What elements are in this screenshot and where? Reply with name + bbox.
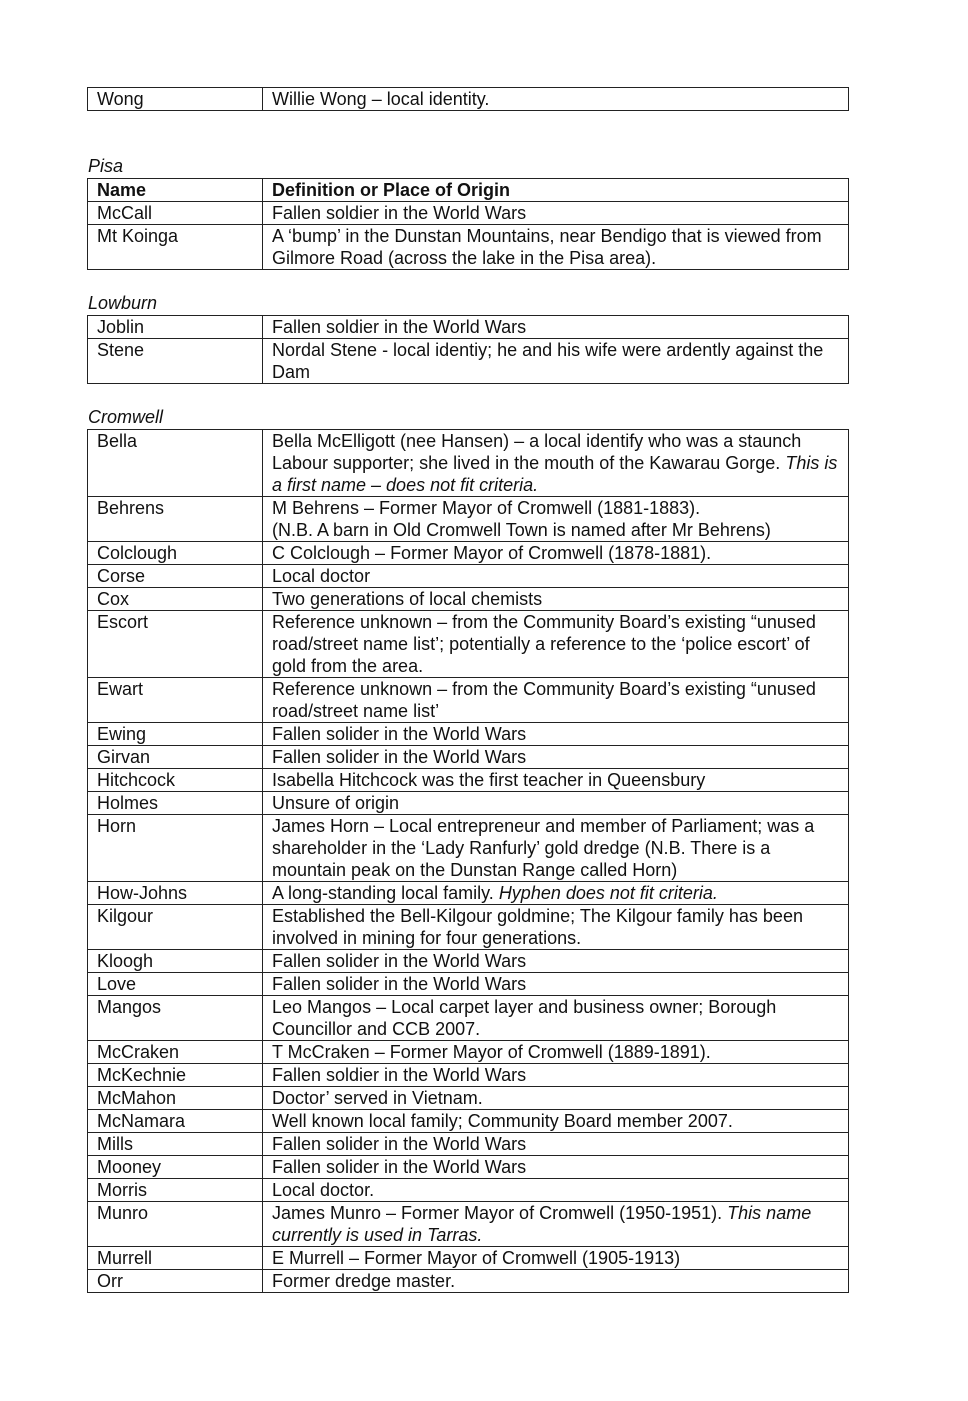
definition-cell [263,678,849,723]
street-name-cell: Corse [88,565,263,588]
definition-cell [263,1110,849,1133]
table-row [88,792,849,815]
table-row [88,1087,849,1110]
cromwell-section-title: Cromwell [88,407,164,427]
definition-cell [263,1202,849,1247]
street-name-cell: Kilgour [88,905,263,950]
definition-text: T McCraken – Former Mayor of Cromwell (1889-1891). [272,1042,711,1062]
street-name-cell: Joblin [88,316,263,339]
definition-cell [263,1156,849,1179]
table-row [88,497,849,542]
table-row [88,996,849,1041]
table-row [88,905,849,950]
definition-text: Fallen solider in the World Wars [272,951,527,971]
street-name-cell: Cox [88,588,263,611]
definition-text: E Murrell – Former Mayor of Cromwell (1905-1913) [272,1248,681,1268]
table-row [88,1179,849,1202]
pisa-table-body [88,202,849,270]
street-name-cell: Girvan [88,746,263,769]
definition-text: Nordal Stene - local identiy; he and his wife were ardently against the Dam [272,340,824,382]
table-row [88,882,849,905]
lowburn-table-body [88,316,849,384]
table-row [88,1133,849,1156]
street-name-cell: Hitchcock [88,769,263,792]
definition-cell [263,1133,849,1156]
table-row [88,1064,849,1087]
table-row [88,88,849,111]
table-row [88,202,849,225]
definition-cell [263,316,849,339]
definition-text: C Colclough – Former Mayor of Cromwell (1878-1881). [272,543,712,563]
lowburn-table [87,315,849,384]
definition-cell [263,746,849,769]
definition-text: Two generations of local chemists [272,589,543,609]
street-name-cell: Ewing [88,723,263,746]
definition-cell [263,588,849,611]
definition-cell [263,542,849,565]
definition-text: Unsure of origin [272,793,400,813]
definition-text: Fallen soldier in the World Wars [272,317,527,337]
street-name-cell: Holmes [88,792,263,815]
table-row [88,723,849,746]
table-header-row [88,179,849,202]
table-row [88,588,849,611]
street-name-cell: Mangos [88,996,263,1041]
definition-cell [263,611,849,678]
definition-text: Willie Wong – local identity. [272,89,490,109]
criteria-note: This is a first name – does not fit criteria. [272,453,838,495]
street-name-cell: Morris [88,1179,263,1202]
cromwell-table-body [88,430,849,1293]
definition-text: A ‘bump’ in the Dunstan Mountains, near Bendigo that is viewed from Gilmore Road (across the lake in the Pisa area). [272,226,822,268]
definition-text: M Behrens – Former Mayor of Cromwell (1881-1883). [272,498,701,518]
wong-table-body [88,88,849,111]
definition-cell [263,973,849,996]
street-name-cell: McMahon [88,1087,263,1110]
definition-text: Local doctor [272,566,371,586]
table-row [88,746,849,769]
definition-cell [263,88,849,111]
criteria-note: This name currently is used in Tarras. [272,1203,812,1245]
table-row [88,565,849,588]
table-row [88,611,849,678]
street-name-cell: Bella [88,430,263,497]
definition-cell [263,1270,849,1293]
table-row [88,1202,849,1247]
table-row [88,1041,849,1064]
definition-cell [263,1041,849,1064]
definition-cell [263,882,849,905]
street-name-cell: Love [88,973,263,996]
table-row [88,1110,849,1133]
street-name-cell: Behrens [88,497,263,542]
cromwell-table [87,429,849,1293]
table-row [88,339,849,384]
definition-text: Established the Bell-Kilgour goldmine; The Kilgour family has been involved in mining for four generations. [272,906,803,948]
street-name-cell: Ewart [88,678,263,723]
definition-column-header: Definition or Place of Origin [263,179,849,202]
table-row [88,542,849,565]
definition-cell [263,565,849,588]
table-row [88,316,849,339]
definition-cell [263,339,849,384]
street-name-cell: Murrell [88,1247,263,1270]
definition-text: Fallen solider in the World Wars [272,747,527,767]
definition-text: Leo Mangos – Local carpet layer and business owner; Borough Councillor and CCB 2007. [272,997,777,1039]
table-row [88,430,849,497]
street-name-cell: Colclough [88,542,263,565]
definition-text: Reference unknown – from the Community Board’s existing “unused road/street name list’; potentially a reference to the ‘police escort’ of gold from the area. [272,612,816,676]
definition-text: Well known local family; Community Board member 2007. [272,1111,733,1131]
table-row [88,1156,849,1179]
pisa-section-title: Pisa [88,156,124,176]
street-name-cell: How-Johns [88,882,263,905]
definition-text: Fallen soldier in the World Wars [272,1065,527,1085]
street-name-cell: Orr [88,1270,263,1293]
street-name-cell: Escort [88,611,263,678]
definition-cell [263,1064,849,1087]
definition-text: Fallen soldier in the World Wars [272,203,527,223]
wong-table [87,87,849,111]
definition-cell [263,792,849,815]
street-name-cell: Wong [88,88,263,111]
table-row [88,1247,849,1270]
definition-cell [263,723,849,746]
table-row [88,769,849,792]
definition-text: A long-standing local family. [272,883,494,903]
table-row [88,973,849,996]
definition-text: Fallen solider in the World Wars [272,1134,527,1154]
street-name-cell: Stene [88,339,263,384]
street-name-cell: Mills [88,1133,263,1156]
definition-cell [263,202,849,225]
table-row [88,225,849,270]
definition-cell [263,1179,849,1202]
table-row [88,950,849,973]
definition-text: Isabella Hitchcock was the first teacher in Queensbury [272,770,706,790]
lowburn-section-title: Lowburn [88,293,158,313]
table-row [88,678,849,723]
definition-text: James Horn – Local entrepreneur and member of Parliament; was a shareholder in the ‘Lady Ranfurly’ gold dredge (N.B. There is a mountain peak on the Dunstan Range called Horn) [272,816,815,880]
definition-cell [263,1087,849,1110]
street-name-cell: Kloogh [88,950,263,973]
pisa-table [87,178,849,270]
definition-text: Fallen solider in the World Wars [272,1157,527,1177]
street-name-cell: Mt Koinga [88,225,263,270]
definition-cell [263,996,849,1041]
definition-cell [263,225,849,270]
definition-cell [263,497,849,542]
definition-cell [263,1247,849,1270]
definition-text: Local doctor. [272,1180,375,1200]
definition-cell [263,905,849,950]
definition-text: Fallen solider in the World Wars [272,724,527,744]
definition-text: James Munro – Former Mayor of Cromwell (1950-1951). [272,1203,723,1223]
definition-cell [263,769,849,792]
street-name-cell: McCall [88,202,263,225]
definition-text: Bella McElligott (nee Hansen) – a local identify who was a staunch Labour supporter; she lived in the mouth of the Kawarau Gorge. [272,431,802,473]
name-column-header: Name [88,179,263,202]
street-name-cell: Mooney [88,1156,263,1179]
street-name-cell: Munro [88,1202,263,1247]
street-name-cell: McNamara [88,1110,263,1133]
definition-text: Reference unknown – from the Community Board’s existing “unused road/street name list’ [272,679,816,721]
definition-cell [263,950,849,973]
criteria-note: Hyphen does not fit criteria. [498,883,718,903]
definition-note-line: (N.B. A barn in Old Cromwell Town is named after Mr Behrens) [272,520,771,540]
street-name-cell: McCraken [88,1041,263,1064]
street-name-cell: McKechnie [88,1064,263,1087]
street-name-cell: Horn [88,815,263,882]
definition-text: Fallen solider in the World Wars [272,974,527,994]
definition-cell [263,430,849,497]
definition-text: Former dredge master. [272,1271,456,1291]
table-row [88,1270,849,1293]
table-row [88,815,849,882]
definition-text: Doctor’ served in Vietnam. [272,1088,483,1108]
definition-cell [263,815,849,882]
